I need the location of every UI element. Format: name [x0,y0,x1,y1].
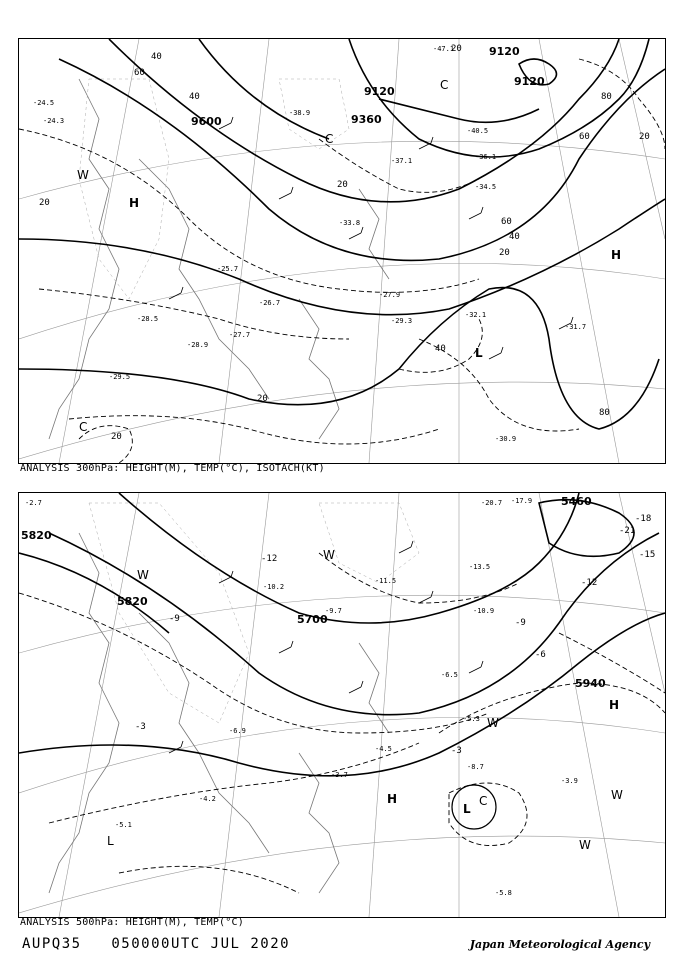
chart-timestamp: 050000UTC JUL 2020 [111,936,291,952]
wind-barbs [169,541,483,753]
coastline [49,533,389,893]
station-reading: -24.3 [43,117,65,125]
station-reading: -9.7 [325,607,342,615]
height-label: 9600 [191,115,222,128]
caption-300hpa: ANALYSIS 300hPa: HEIGHT(M), TEMP(°C), ISOTACH(KT) [20,463,325,474]
caption-500hpa: ANALYSIS 500hPa: HEIGHT(M), TEMP(°C) [20,917,244,928]
station-reading: -38.9 [289,109,311,117]
map-300hpa-canvas [19,39,665,463]
closed-low-contour [452,785,496,829]
warm-mark: W [77,168,89,182]
station-reading: -3.7 [331,771,348,779]
station-reading: -47.1 [433,45,455,53]
isotach-label: 40 [189,92,200,102]
isotherm-label: -12 [581,578,598,588]
isotach-label: 80 [601,92,612,102]
station-reading: -20.7 [481,499,503,507]
station-reading: -10.2 [263,583,285,591]
graticule [19,493,665,917]
height-label: 9120 [489,45,520,58]
station-reading: -4.5 [375,745,392,753]
isotach-label: 40 [435,344,446,354]
warm-mark: W [487,716,499,730]
high-pressure-mark: H [129,196,140,210]
station-reading: -31.7 [565,323,587,331]
warm-mark: W [323,548,335,562]
warm-mark: W [137,568,149,582]
station-reading: -3.9 [561,777,578,785]
isotach-label: 60 [579,132,590,142]
isotherm-label: -15 [639,550,656,560]
station-reading: -26.7 [259,299,281,307]
chart-identifier [22,936,290,952]
height-label: 9120 [514,75,545,88]
isotach-contours [19,59,665,463]
station-reading: -28.9 [187,341,209,349]
cold-mark: C [440,78,449,92]
station-reading: -5.3 [463,715,480,723]
height-contours [19,39,665,429]
station-reading: -13.5 [469,563,491,571]
station-reading: -30.9 [495,435,517,443]
station-reading: -32.1 [465,311,487,319]
low-pressure-mark: L [107,834,114,848]
agency-credit: Japan Meteorological Agency [469,938,650,951]
height-contours [19,493,665,776]
isotach-label: 20 [337,180,348,190]
height-label: 5700 [297,613,328,626]
station-reading: -27.7 [229,331,251,339]
station-reading: -5.8 [495,889,512,897]
station-reading: -5.1 [115,821,132,829]
isotherm-label: -3 [451,746,462,756]
isotach-label: 20 [499,248,510,258]
isotach-label: 60 [134,68,145,78]
station-reading: -34.5 [475,183,497,191]
station-reading: -28.5 [137,315,159,323]
isotach-label: 40 [151,52,162,62]
high-pressure-mark: H [387,792,398,806]
height-label: 9360 [351,113,382,126]
height-label: 5940 [575,677,606,690]
station-reading: -6.9 [229,727,246,735]
station-reading: -2.7 [25,499,42,507]
isotach-label: 20 [39,198,50,208]
station-reading: -27.9 [379,291,401,299]
isotach-label: 20 [111,432,122,442]
coastline [49,79,389,439]
height-label: 9120 [364,85,395,98]
isotherm-contours [19,553,665,893]
warm-mark: W [611,788,623,802]
cold-mark: C [325,132,334,146]
isotherm-label: -6 [535,650,546,660]
station-reading: -24.5 [33,99,55,107]
isotherm-label: -12 [261,554,278,564]
isotach-label: 20 [451,44,462,54]
high-pressure-mark: H [611,248,622,262]
station-reading: -37.1 [391,157,413,165]
isotach-label: 20 [639,132,650,142]
cold-mark: C [79,420,88,434]
low-pressure-mark: L [463,802,471,816]
warm-mark: W [579,838,591,852]
station-reading: -36.1 [475,153,497,161]
station-reading: -25.7 [217,265,239,273]
station-reading: -10.9 [473,607,495,615]
shaded-region [89,503,419,723]
isotherm-label: -3 [135,722,146,732]
isotherm-label: -9 [169,614,180,624]
map-300hpa [18,38,666,464]
isotherm-label: -9 [515,618,526,628]
map-500hpa-canvas [19,493,665,917]
high-pressure-mark: H [609,698,620,712]
station-reading: -17.9 [511,497,533,505]
isotherm-label: -21 [619,526,636,536]
station-reading: -29.3 [391,317,413,325]
height-label: 5460 [561,495,592,508]
station-reading: -4.2 [199,795,216,803]
map-500hpa [18,492,666,918]
station-reading: -33.8 [339,219,361,227]
station-reading: -6.5 [441,671,458,679]
chart-code: AUPQ35 [22,936,82,952]
isotach-label: 60 [501,217,512,227]
height-label: 5820 [117,595,148,608]
height-label: 5820 [21,529,52,542]
cold-mark: C [479,794,488,808]
station-reading: -40.5 [467,127,489,135]
station-reading: -8.7 [467,763,484,771]
isotherm-label: -18 [635,514,652,524]
station-reading: -11.5 [375,577,397,585]
isotach-label: 80 [599,408,610,418]
station-reading: -29.5 [109,373,131,381]
isotach-label: 40 [509,232,520,242]
low-pressure-mark: L [475,346,483,360]
isotach-label: 20 [257,394,268,404]
